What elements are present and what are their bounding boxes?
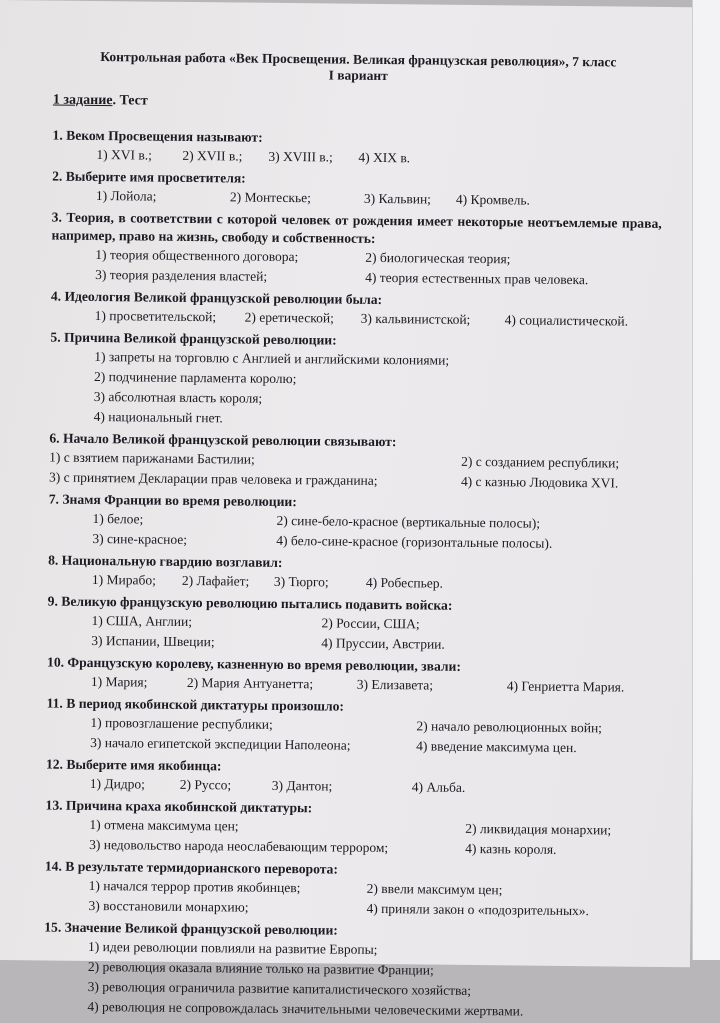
question-text: 10. Французскую королеву, казненную во время революции, звали: bbox=[46, 654, 462, 674]
option: 2) России, США; bbox=[321, 615, 420, 632]
option: 2) XVII в.; bbox=[182, 147, 243, 164]
option: 1) США, Англии; bbox=[91, 612, 193, 630]
question-text: 4. Идеология Великой французской революции была: bbox=[50, 288, 383, 308]
option: 2) подчинение парламента королю; bbox=[93, 369, 297, 387]
question-2 bbox=[52, 168, 662, 212]
task-label-number: 1 задание bbox=[52, 92, 113, 109]
question-4 bbox=[51, 288, 661, 332]
option: 3) начало египетской экспедиции Наполеона; bbox=[90, 734, 351, 753]
question-10 bbox=[47, 654, 657, 698]
option: 1) начался террор против якобинцев; bbox=[88, 877, 301, 896]
option: 1) отмена максимума цен; bbox=[89, 816, 239, 834]
option: 1) провозглашение республики; bbox=[90, 714, 273, 732]
option: 2) Мария Антуанетта; bbox=[186, 674, 314, 692]
option: 4) революция не сопровождалась значительными человеческими жертвами. bbox=[87, 998, 524, 1019]
question-text: 7. Знамя Франции во время революции: bbox=[48, 491, 297, 510]
option: 2) Монтескье; bbox=[229, 189, 311, 206]
option: 1) просветительской; bbox=[94, 308, 217, 325]
options-grid bbox=[48, 509, 658, 555]
option: 3) XVIII в.; bbox=[268, 148, 333, 165]
option: 4) Пруссии, Австрии. bbox=[321, 635, 445, 652]
option: 4) приняли закон о «подозрительных». bbox=[366, 900, 590, 919]
question-text: 9. Великую французскую революцию пытались подавить войска: bbox=[47, 593, 453, 613]
option: 3) Кальвин; bbox=[363, 190, 432, 207]
options-grid bbox=[49, 448, 659, 494]
option: 1) Мария; bbox=[90, 673, 148, 690]
option: 3) теория разделения властей; bbox=[95, 267, 268, 284]
option: 4) социалистической. bbox=[504, 312, 629, 329]
options-grid bbox=[51, 245, 661, 291]
question-text: 3. Теория, в соответствии с которой человек от рождения имеет некоторые неотъемлемые права, например, право на жизнь, свободу и собственность: bbox=[51, 209, 662, 246]
option: 4) теория естественных прав человека. bbox=[365, 269, 589, 288]
title-line-2: I вариант bbox=[328, 67, 388, 84]
question-text: 5. Причина Великой французской революции: bbox=[50, 329, 337, 348]
option: 1) запреты на торговлю с Англией и английскими колониями; bbox=[94, 349, 450, 368]
question-7 bbox=[48, 491, 659, 555]
option: 3) Тюрго; bbox=[273, 573, 329, 590]
question-text: 15. Значение Великой французской революции: bbox=[44, 919, 338, 938]
option: 2) с созданием республики; bbox=[461, 453, 620, 471]
option: 1) Мирабо; bbox=[91, 571, 156, 588]
option: 2) Лафайет; bbox=[181, 572, 250, 589]
option: 2) революция оказала влияние только на развитие Франции; bbox=[87, 958, 434, 978]
option: 4) Робеспьер. bbox=[365, 574, 444, 591]
question-6 bbox=[49, 430, 660, 494]
options-grid bbox=[47, 611, 657, 657]
option: 3) абсолютная власть короля; bbox=[93, 389, 263, 406]
option: 3) Испании, Швеции; bbox=[91, 632, 215, 650]
option: 2) Руссо; bbox=[179, 776, 232, 793]
option: 3) недовольство народа неослабевающим террором; bbox=[89, 836, 389, 856]
option: 4) бело-сине-красное (горизонтальные полосы). bbox=[276, 532, 553, 551]
option: 3) революция ограничила развитие капиталистического хозяйства; bbox=[87, 978, 472, 998]
option: 2) начало революционных войн; bbox=[416, 718, 603, 736]
option: 2) ликвидация монархии; bbox=[465, 820, 612, 838]
option: 2) ввели максимум цен; bbox=[366, 880, 503, 898]
question-8 bbox=[48, 552, 658, 596]
option: 2) еретической; bbox=[244, 309, 334, 326]
option: 1) идеи революции повлияли на развитие Европы; bbox=[88, 938, 378, 958]
option: 2) биологическая теория; bbox=[365, 249, 511, 267]
option: 4) с казнью Людовика XVI. bbox=[460, 473, 619, 491]
option: 1) теория общественного договора; bbox=[95, 247, 299, 265]
option: 1) белое; bbox=[92, 510, 144, 527]
option: 3) восстановили монархию; bbox=[88, 897, 249, 915]
adjacent-page-edge bbox=[692, 0, 720, 960]
option: 3) Елизавета; bbox=[356, 676, 434, 693]
document-content bbox=[43, 49, 663, 1023]
option: 3) сине-красное; bbox=[92, 530, 188, 547]
question-text: 13. Причина краха якобинской диктатуры: bbox=[45, 797, 313, 816]
option: 4) Альба. bbox=[411, 779, 466, 795]
question-12 bbox=[46, 756, 656, 800]
option: 1) Дидро; bbox=[89, 775, 146, 792]
option: 1) Лойола; bbox=[95, 188, 157, 204]
option: 3) Дантон; bbox=[271, 777, 333, 794]
options-grid bbox=[44, 876, 654, 922]
question-3 bbox=[51, 209, 662, 291]
option: 4) введение максимума цен. bbox=[416, 738, 577, 756]
option: 3) с принятием Декларации прав человека и гражданина; bbox=[48, 469, 378, 488]
option: 3) кальвинистской; bbox=[360, 310, 471, 327]
option: 2) сине-бело-красное (вертикальные полосы); bbox=[276, 512, 541, 531]
options-grid bbox=[46, 713, 656, 759]
question-text: 11. В период якобинской диктатуры произошло: bbox=[46, 695, 345, 714]
question-text: 12. Выберите имя якобинца: bbox=[45, 756, 222, 774]
title-line-1: Контрольная работа «Век Просвещения. Великая французская революция», 7 класс bbox=[100, 49, 617, 70]
task-label bbox=[53, 93, 663, 115]
option: 4) Кромвель. bbox=[455, 191, 530, 208]
question-text: 6. Начало Великой французской революции связывают: bbox=[49, 430, 397, 450]
question-text: 14. В результате термидорианского переворота: bbox=[44, 858, 338, 877]
question-13 bbox=[45, 797, 656, 861]
option: 1) с взятием парижанами Бастилии; bbox=[49, 449, 255, 467]
question-1 bbox=[52, 127, 662, 171]
question-9 bbox=[47, 593, 658, 657]
question-text: 8. Национальную гвардию возглавил: bbox=[48, 552, 283, 570]
question-14 bbox=[44, 858, 655, 922]
handwriting-mark bbox=[701, 40, 703, 58]
option: 4) национальный гнет. bbox=[93, 409, 223, 426]
options-grid bbox=[45, 815, 655, 861]
question-text: 1. Веком Просвещения называют: bbox=[52, 127, 263, 145]
option: 4) Генриетта Мария. bbox=[506, 678, 625, 695]
task-label-type: . Тест bbox=[112, 93, 148, 109]
question-text: 2. Выберите имя просветителя: bbox=[52, 168, 246, 186]
question-5 bbox=[50, 329, 661, 433]
page-title bbox=[53, 49, 663, 87]
option: 4) XIX в. bbox=[358, 149, 411, 166]
question-11 bbox=[46, 695, 657, 759]
option: 4) казнь короля. bbox=[465, 840, 557, 857]
question-15 bbox=[43, 919, 654, 1023]
option: 1) XVI в.; bbox=[96, 147, 152, 163]
